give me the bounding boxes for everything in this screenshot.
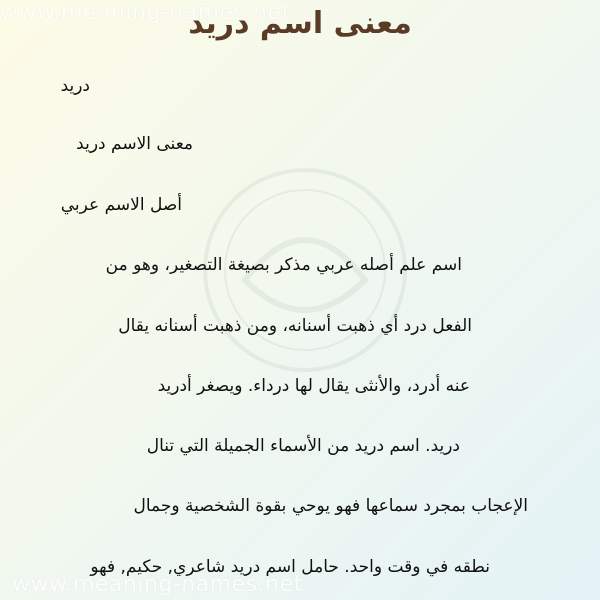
line-text-1: اسم علم أصله عربي مذكر بصيغة التصغير، وهو من [105,255,462,275]
watermark-bottom: www.meaning-names.net [12,572,303,597]
line-meaning-heading: معنى الاسم دريد [76,134,193,154]
watermark-top: www.meaning-names.net [0,0,291,25]
line-text-6: نطقه في وقت واحد. حامل اسم دريد شاعري, حكيم, فهو [90,557,490,577]
line-text-2: الفعل درد أي ذهبت أسنانه، ومن ذهبت أسنانه يقال [118,316,472,336]
line-text-5: الإعجاب بمجرد سماعها فهو يوحي بقوة الشخصية وجمال [133,496,528,516]
line-text-4: دريد. اسم دريد من الأسماء الجميلة التي تنال [146,436,460,456]
line-name: دريد [60,76,90,96]
line-text-3: عنه أدرد، والأنثى يقال لها درداء. ويصغر أدريد [157,376,470,396]
line-origin: أصل الاسم عربي [60,195,182,215]
page-title: معنى اسم دريد [188,6,412,41]
